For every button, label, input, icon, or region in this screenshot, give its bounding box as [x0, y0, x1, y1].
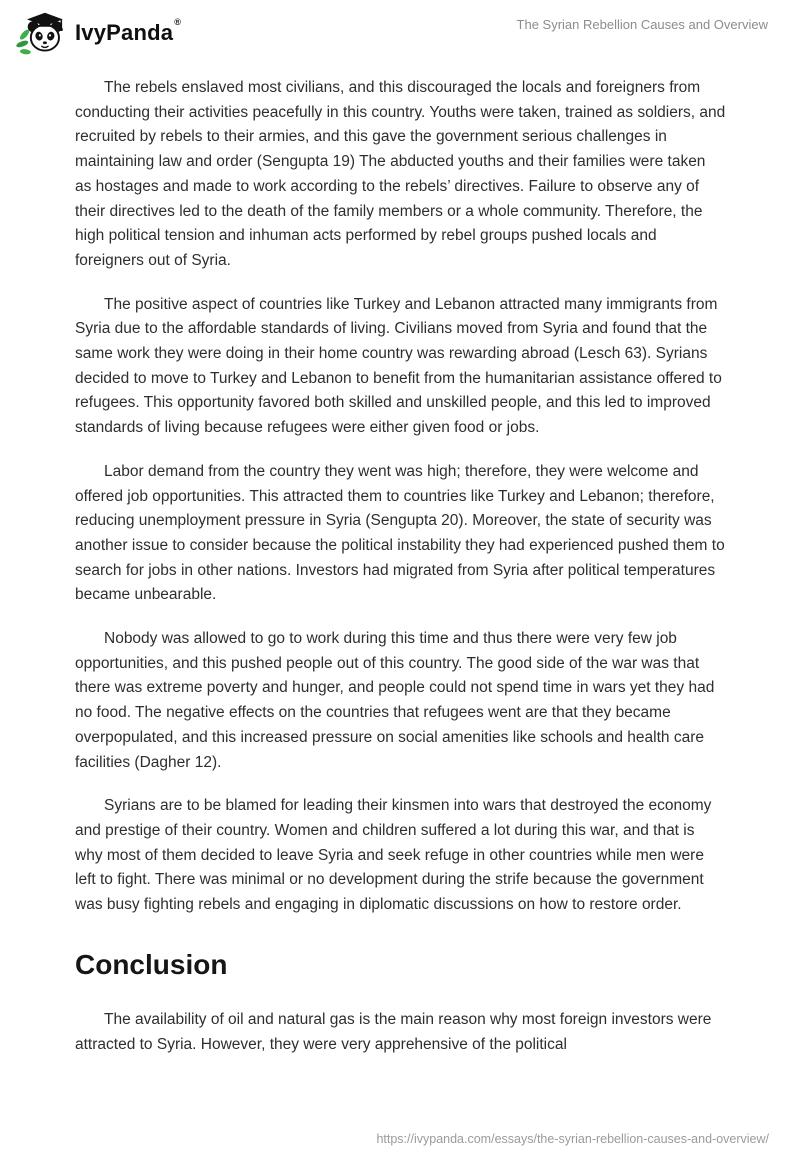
essay-paragraph: Syrians are to be blamed for leading their kinsmen into wars that destroyed the economy and prestige of their country. Women and children suffered a lot during this war, and that is why most of them decided to leave Syria and seek refuge in other countries while men were left to fight. There was minimal or no development during the strife because the government was busy fighting rebels and engaging in diplomatic discussions on how to restore order.: [75, 797, 712, 914]
conclusion-heading: Conclusion: [75, 948, 228, 980]
essay-paragraph: Labor demand from the country they went was high; therefore, they were welcome and offered job opportunities. This attracted them to countries like Turkey and Lebanon; therefore, reducing unemployment pressure in Syria (Sengupta 20). Moreover, the state of security was another issue to consider because the political instability they had experienced pushed them to search for jobs in other nations. Investors had migrated from Syria after political temperatures became unbearable.: [75, 462, 725, 604]
essay-paragraph: The rebels enslaved most civilians, and this discouraged the locals and foreigners from conducting their activities peacefully in this country. Youths were taken, trained as soldiers, and recruited by rebels to their armies, and this gave the government serious challenges in maintaining law and order (Sengupta 19) The abducted youths and their families were taken as hostages and made to work according to the rebels’ directives. Failure to observe any of their directives led to the death of the family members or a whole community. Therefore, the high political tension and inhuman acts performed by rebel groups pushed locals and foreigners out of Syria.: [75, 79, 726, 269]
page-header: [0, 0, 800, 60]
essay-paragraph: The availability of oil and natural gas is the main reason why most foreign investors were attracted to Syria. However, they were very apprehensive of the political: [75, 1011, 712, 1054]
essay-paragraph: The positive aspect of countries like Turkey and Lebanon attracted many immigrants from Syria due to the affordable standards of living. Civilians moved from Syria and found that the same work they were doing in their home country was rewarding abroad (Lesch 63). Syrians decided to move to Turkey and Lebanon to benefit from the humanitarian assistance offered to refugees. This opportunity favored both skilled and unskilled people, and this led to improved standards of living because refugees were either given food or jobs.: [75, 295, 722, 437]
ivypanda-logo[interactable]: [16, 8, 180, 58]
brand-name: IvyPanda®: [75, 16, 182, 45]
essay-paragraph: Nobody was allowed to go to work during this time and thus there were very few job opportunities, and this pushed people out of this country. The good side of the war was that there was extreme poverty and hunger, and people could not spend time in wars yet they had no food. The negative effects on the countries that refugees went are that they became overpopulated, and this increased pressure on social amenities like schools and health care facilities (Dagher 12).: [75, 630, 715, 771]
page-footer: [376, 1132, 769, 1146]
essay-content: [0, 60, 800, 1058]
source-url-link[interactable]: https://ivypanda.com/essays/the-syrian-rebellion-causes-and-overview/: [376, 1132, 769, 1146]
document-title: The Syrian Rebellion Causes and Overview: [516, 17, 768, 32]
panda-graduate-icon: [16, 8, 66, 58]
registered-trademark: ®: [174, 16, 182, 27]
